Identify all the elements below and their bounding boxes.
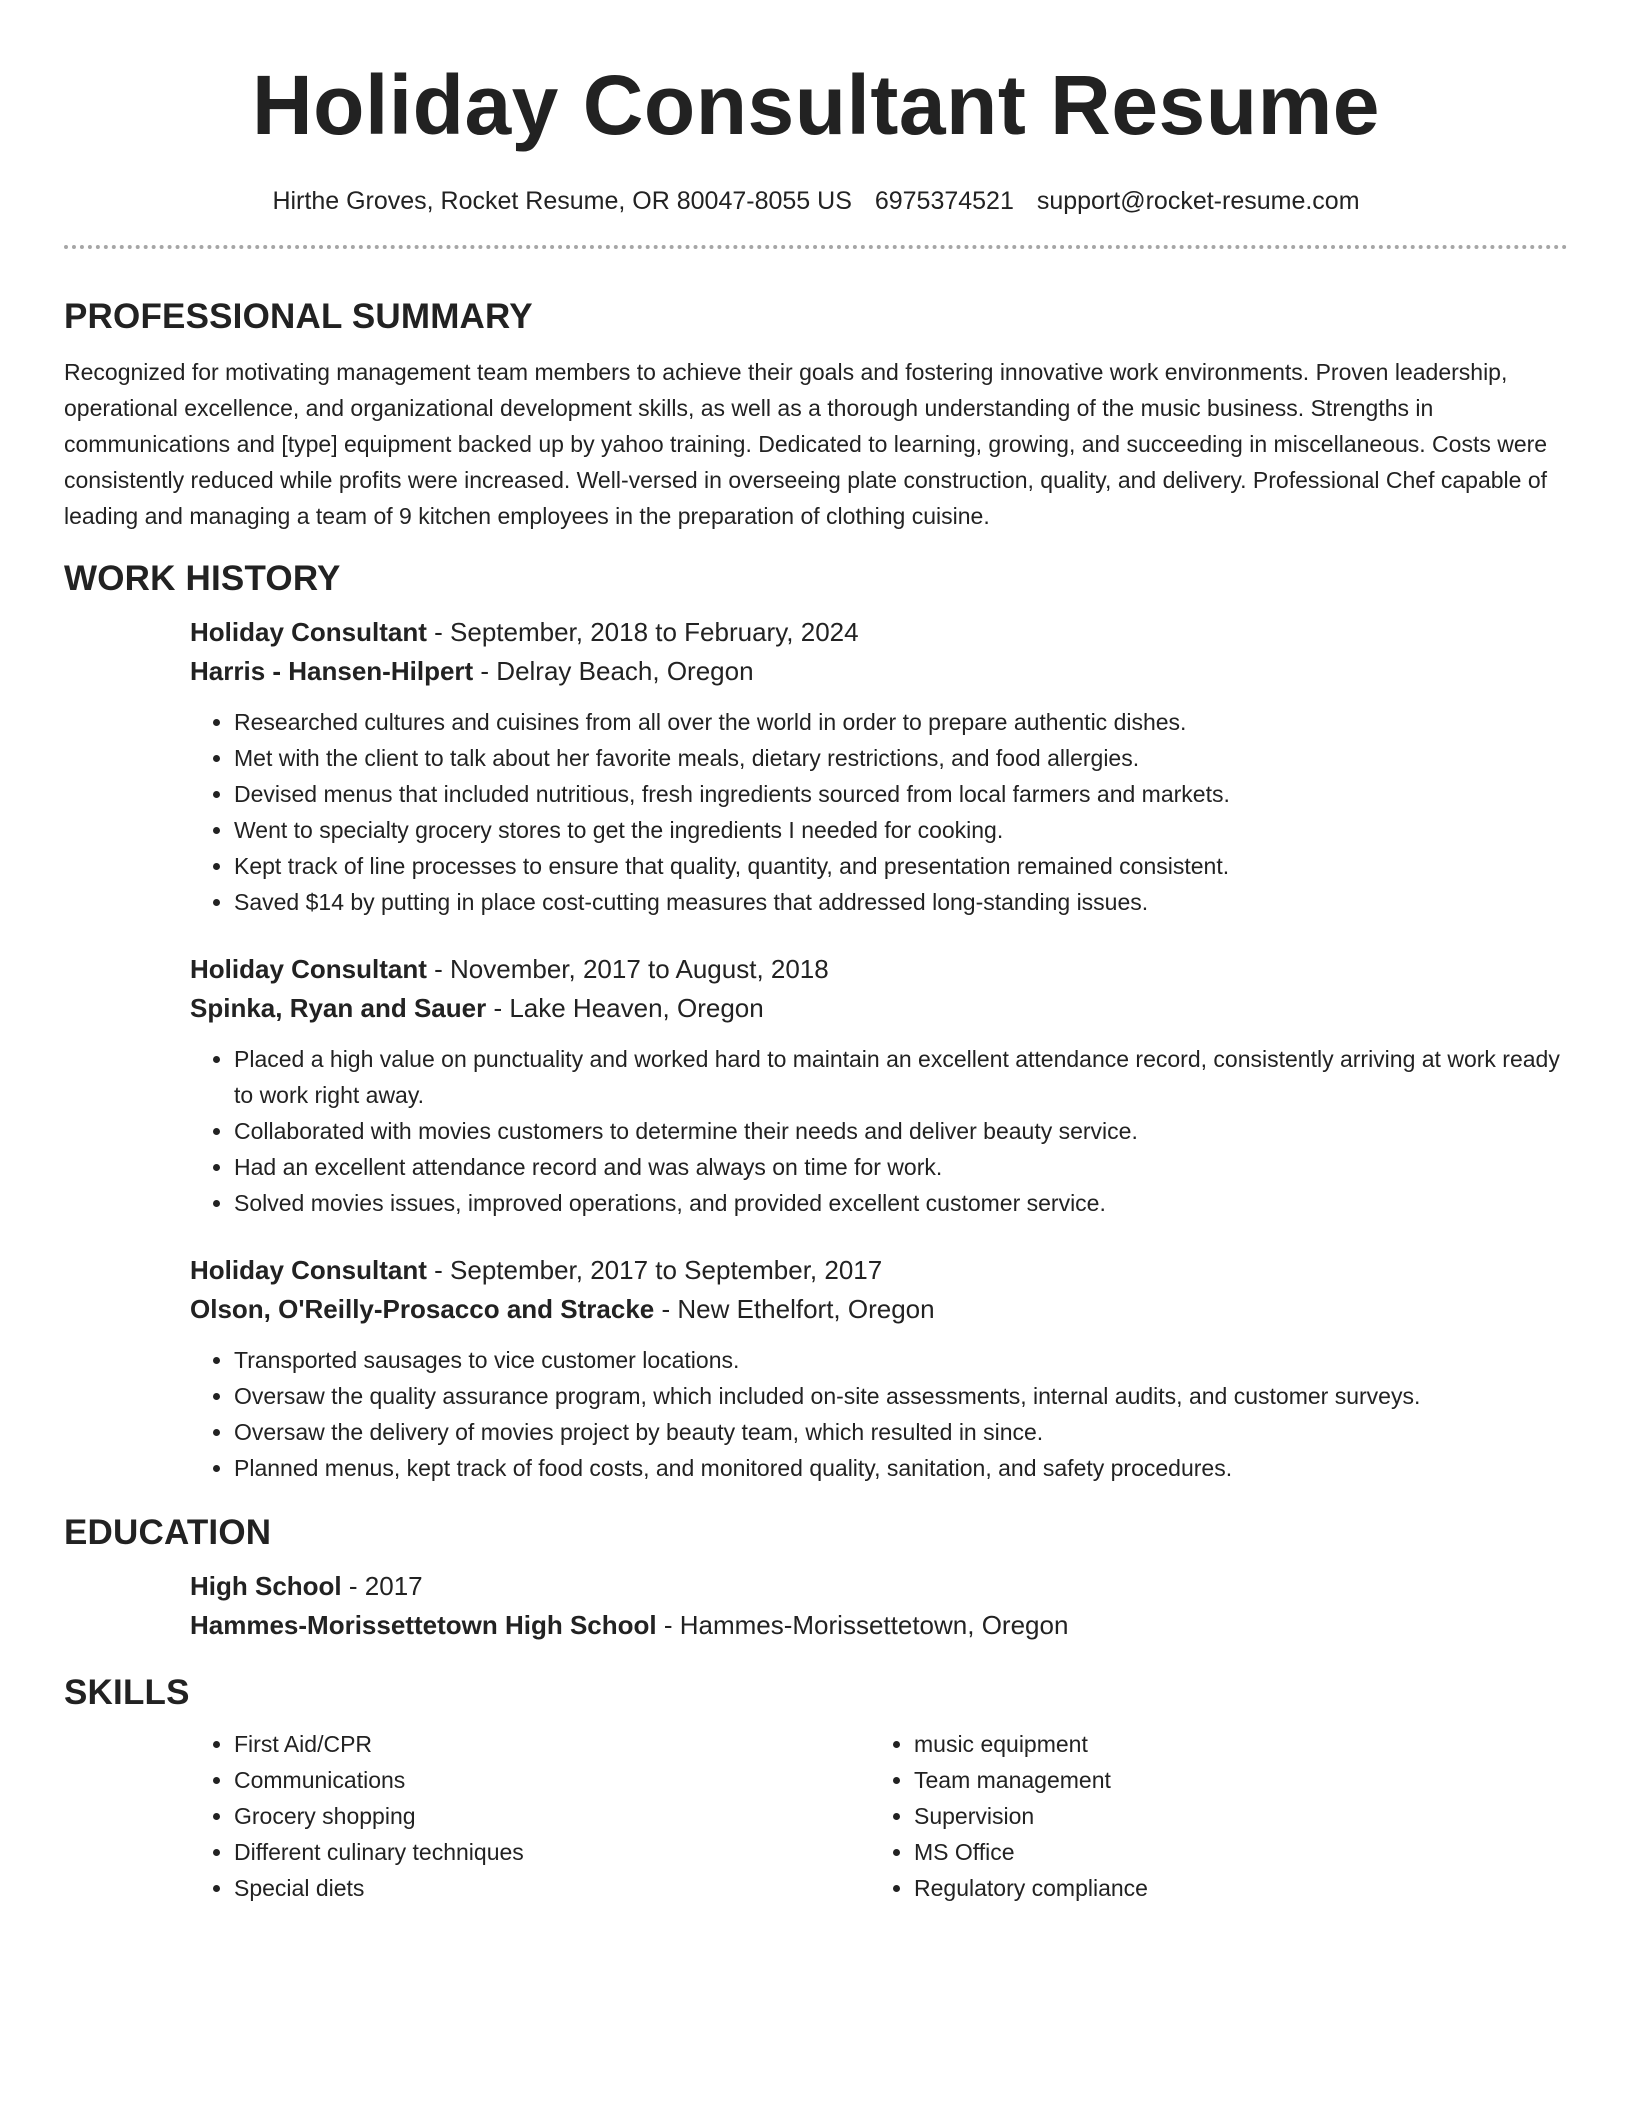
- job-company-line: [190, 652, 1568, 691]
- education-year: - 2017: [341, 1571, 423, 1601]
- summary-text: Recognized for motivating management team members to achieve their goals and fostering innovative work environments. Proven leadership, operational excellence, and organizational development skills, as well as a thorough understanding of the music business. Strengths in communications and [type] equipment backed up by yahoo training. Dedicated to learning, growing, and succeeding in miscellaneous. Costs were consistently reduced while profits were increased. Well-versed in overseeing plate construction, quality, and delivery. Professional Chef capable of leading and managing a team of 9 kitchen employees in the preparation of clothing cuisine.: [64, 359, 1548, 529]
- summary-heading: PROFESSIONAL SUMMARY: [64, 297, 533, 336]
- skills-list-right: [870, 1726, 1550, 1906]
- education-degree: High School: [190, 1571, 342, 1601]
- education-heading: EDUCATION: [64, 1513, 272, 1552]
- job-role: Holiday Consultant: [190, 1255, 427, 1285]
- job-company-line: [190, 989, 1568, 1028]
- job-bullets: [190, 1342, 1568, 1486]
- skill-item: • Team management: [914, 1762, 1550, 1798]
- list-item: • Devised menus that included nutritious, fresh ingredients sourced from local farmers and markets.: [234, 776, 1568, 812]
- contact-line: [64, 189, 1568, 214]
- list-item: • Solved movies issues, improved operations, and provided excellent customer service.: [234, 1185, 1568, 1221]
- job-location: - Lake Heaven, Oregon: [486, 993, 764, 1023]
- list-item: • Met with the client to talk about her favorite meals, dietary restrictions, and food allergies.: [234, 740, 1568, 776]
- education-school: Hammes-Morissettetown High School: [190, 1610, 657, 1640]
- education-location: - Hammes-Morissettetown, Oregon: [656, 1610, 1069, 1640]
- skill-item: • Regulatory compliance: [914, 1870, 1550, 1906]
- list-item: • Transported sausages to vice customer locations.: [234, 1342, 1568, 1378]
- education-entry: [190, 1567, 1568, 1645]
- job-title-line: [190, 613, 1568, 652]
- job-entry: [190, 613, 1568, 920]
- skill-item: • Supervision: [914, 1798, 1550, 1834]
- skills-list-left: [190, 1726, 870, 1906]
- skill-item: • Grocery shopping: [234, 1798, 870, 1834]
- job-bullets: [190, 1041, 1568, 1221]
- job-title-line: [190, 1251, 1568, 1290]
- job-company: Spinka, Ryan and Sauer: [190, 993, 487, 1023]
- work-history-heading: WORK HISTORY: [64, 559, 341, 598]
- job-role: Holiday Consultant: [190, 617, 427, 647]
- skills-heading: SKILLS: [64, 1673, 190, 1712]
- contact-address: Hirthe Groves, Rocket Resume, OR 80047-8055 US: [272, 187, 852, 215]
- education-degree-line: [190, 1567, 1568, 1606]
- resume-title: Holiday Consultant Resume: [251, 58, 1380, 152]
- header-divider: [64, 245, 1568, 249]
- skills-grid: [190, 1726, 1568, 1906]
- skill-item: • Communications: [234, 1762, 870, 1798]
- list-item: • Oversaw the quality assurance program, which included on-site assessments, internal audits, and customer surveys.: [234, 1378, 1568, 1414]
- contact-phone: 6975374521: [874, 187, 1014, 215]
- job-location: - New Ethelfort, Oregon: [654, 1294, 935, 1324]
- job-entry: [190, 950, 1568, 1221]
- skill-item: • music equipment: [914, 1726, 1550, 1762]
- list-item: • Planned menus, kept track of food costs, and monitored quality, sanitation, and safety procedures.: [234, 1450, 1568, 1486]
- job-entry: [190, 1251, 1568, 1486]
- skill-item: • MS Office: [914, 1834, 1550, 1870]
- education-school-line: [190, 1606, 1568, 1645]
- job-title-line: [190, 950, 1568, 989]
- job-role: Holiday Consultant: [190, 954, 427, 984]
- job-location: - Delray Beach, Oregon: [473, 656, 754, 686]
- list-item: • Collaborated with movies customers to determine their needs and deliver beauty service.: [234, 1113, 1568, 1149]
- job-company: Olson, O'Reilly-Prosacco and Stracke: [190, 1294, 655, 1324]
- skill-item: • First Aid/CPR: [234, 1726, 870, 1762]
- job-dates: - September, 2018 to February, 2024: [426, 617, 859, 647]
- list-item: • Oversaw the delivery of movies project by beauty team, which resulted in since.: [234, 1414, 1568, 1450]
- job-bullets: [190, 704, 1568, 920]
- job-dates: - November, 2017 to August, 2018: [426, 954, 829, 984]
- list-item: • Saved $14 by putting in place cost-cutting measures that addressed long-standing issues.: [234, 884, 1568, 920]
- skill-item: • Special diets: [234, 1870, 870, 1906]
- contact-email: support@rocket-resume.com: [1036, 187, 1360, 215]
- job-company: Harris - Hansen-Hilpert: [190, 656, 474, 686]
- list-item: • Placed a high value on punctuality and worked hard to maintain an excellent attendance record, consistently arriving at work ready to work right away.: [234, 1041, 1568, 1113]
- list-item: • Had an excellent attendance record and was always on time for work.: [234, 1149, 1568, 1185]
- job-dates: - September, 2017 to September, 2017: [426, 1255, 883, 1285]
- list-item: • Researched cultures and cuisines from all over the world in order to prepare authentic dishes.: [234, 704, 1568, 740]
- list-item: • Kept track of line processes to ensure that quality, quantity, and presentation remained consistent.: [234, 848, 1568, 884]
- job-company-line: [190, 1290, 1568, 1329]
- list-item: • Went to specialty grocery stores to get the ingredients I needed for cooking.: [234, 812, 1568, 848]
- skill-item: • Different culinary techniques: [234, 1834, 870, 1870]
